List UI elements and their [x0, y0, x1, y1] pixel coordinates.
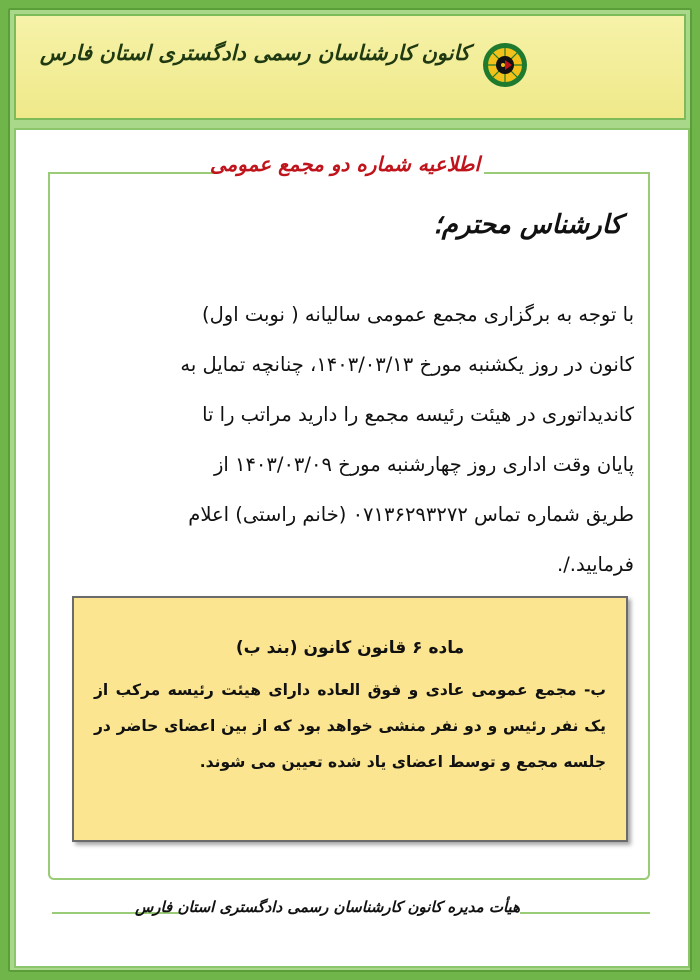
letter-line: فرمایید./. [557, 553, 634, 576]
letter-body [66, 290, 634, 590]
letter-line: کانون در روز یکشنبه مورخ ۱۴۰۳/۰۳/۱۳، چنانچه تمایل به [180, 353, 634, 376]
salutation: کارشناس محترم؛ [433, 210, 622, 240]
article-box [72, 596, 628, 842]
notice-title: اطلاعیه شماره دو مجمع عمومی [209, 152, 480, 176]
letter-line: پایان وقت اداری روز چهارشنبه مورخ ۱۴۰۳/۰۳/۰۹ از [213, 453, 634, 476]
letter-line: با توجه به برگزاری مجمع عمومی سالیانه ( نوبت اول) [202, 303, 634, 326]
header-banner [14, 14, 686, 120]
header-title: کانون کارشناسان رسمی دادگستری استان فارس [39, 40, 470, 65]
kanoon-emblem-icon [482, 42, 528, 88]
article-title: ماده ۶ قانون کانون (بند ب) [235, 638, 465, 658]
footer-signature: هیأت مدیره کانون کارشناسان رسمی دادگستری استان فارس [134, 898, 520, 916]
letter-line: کاندیداتوری در هیئت رئیسه مجمع را دارید مراتب را تا [202, 403, 634, 426]
footer-divider-right [520, 912, 650, 914]
article-text: ب- مجمع عمومی عادی و فوق العاده دارای هیئت رئیسه مرکب از یک نفر رئیس و دو نفر منشی خواهد بود که از بین اعضای حاضر در جلسه مجمع و توسط اعضای یاد شده تعیین می شوند. [94, 681, 606, 771]
letter-line: طریق شماره تماس ۰۷۱۳۶۲۹۳۲۷۲ (خانم راستی) اعلام [188, 503, 634, 526]
